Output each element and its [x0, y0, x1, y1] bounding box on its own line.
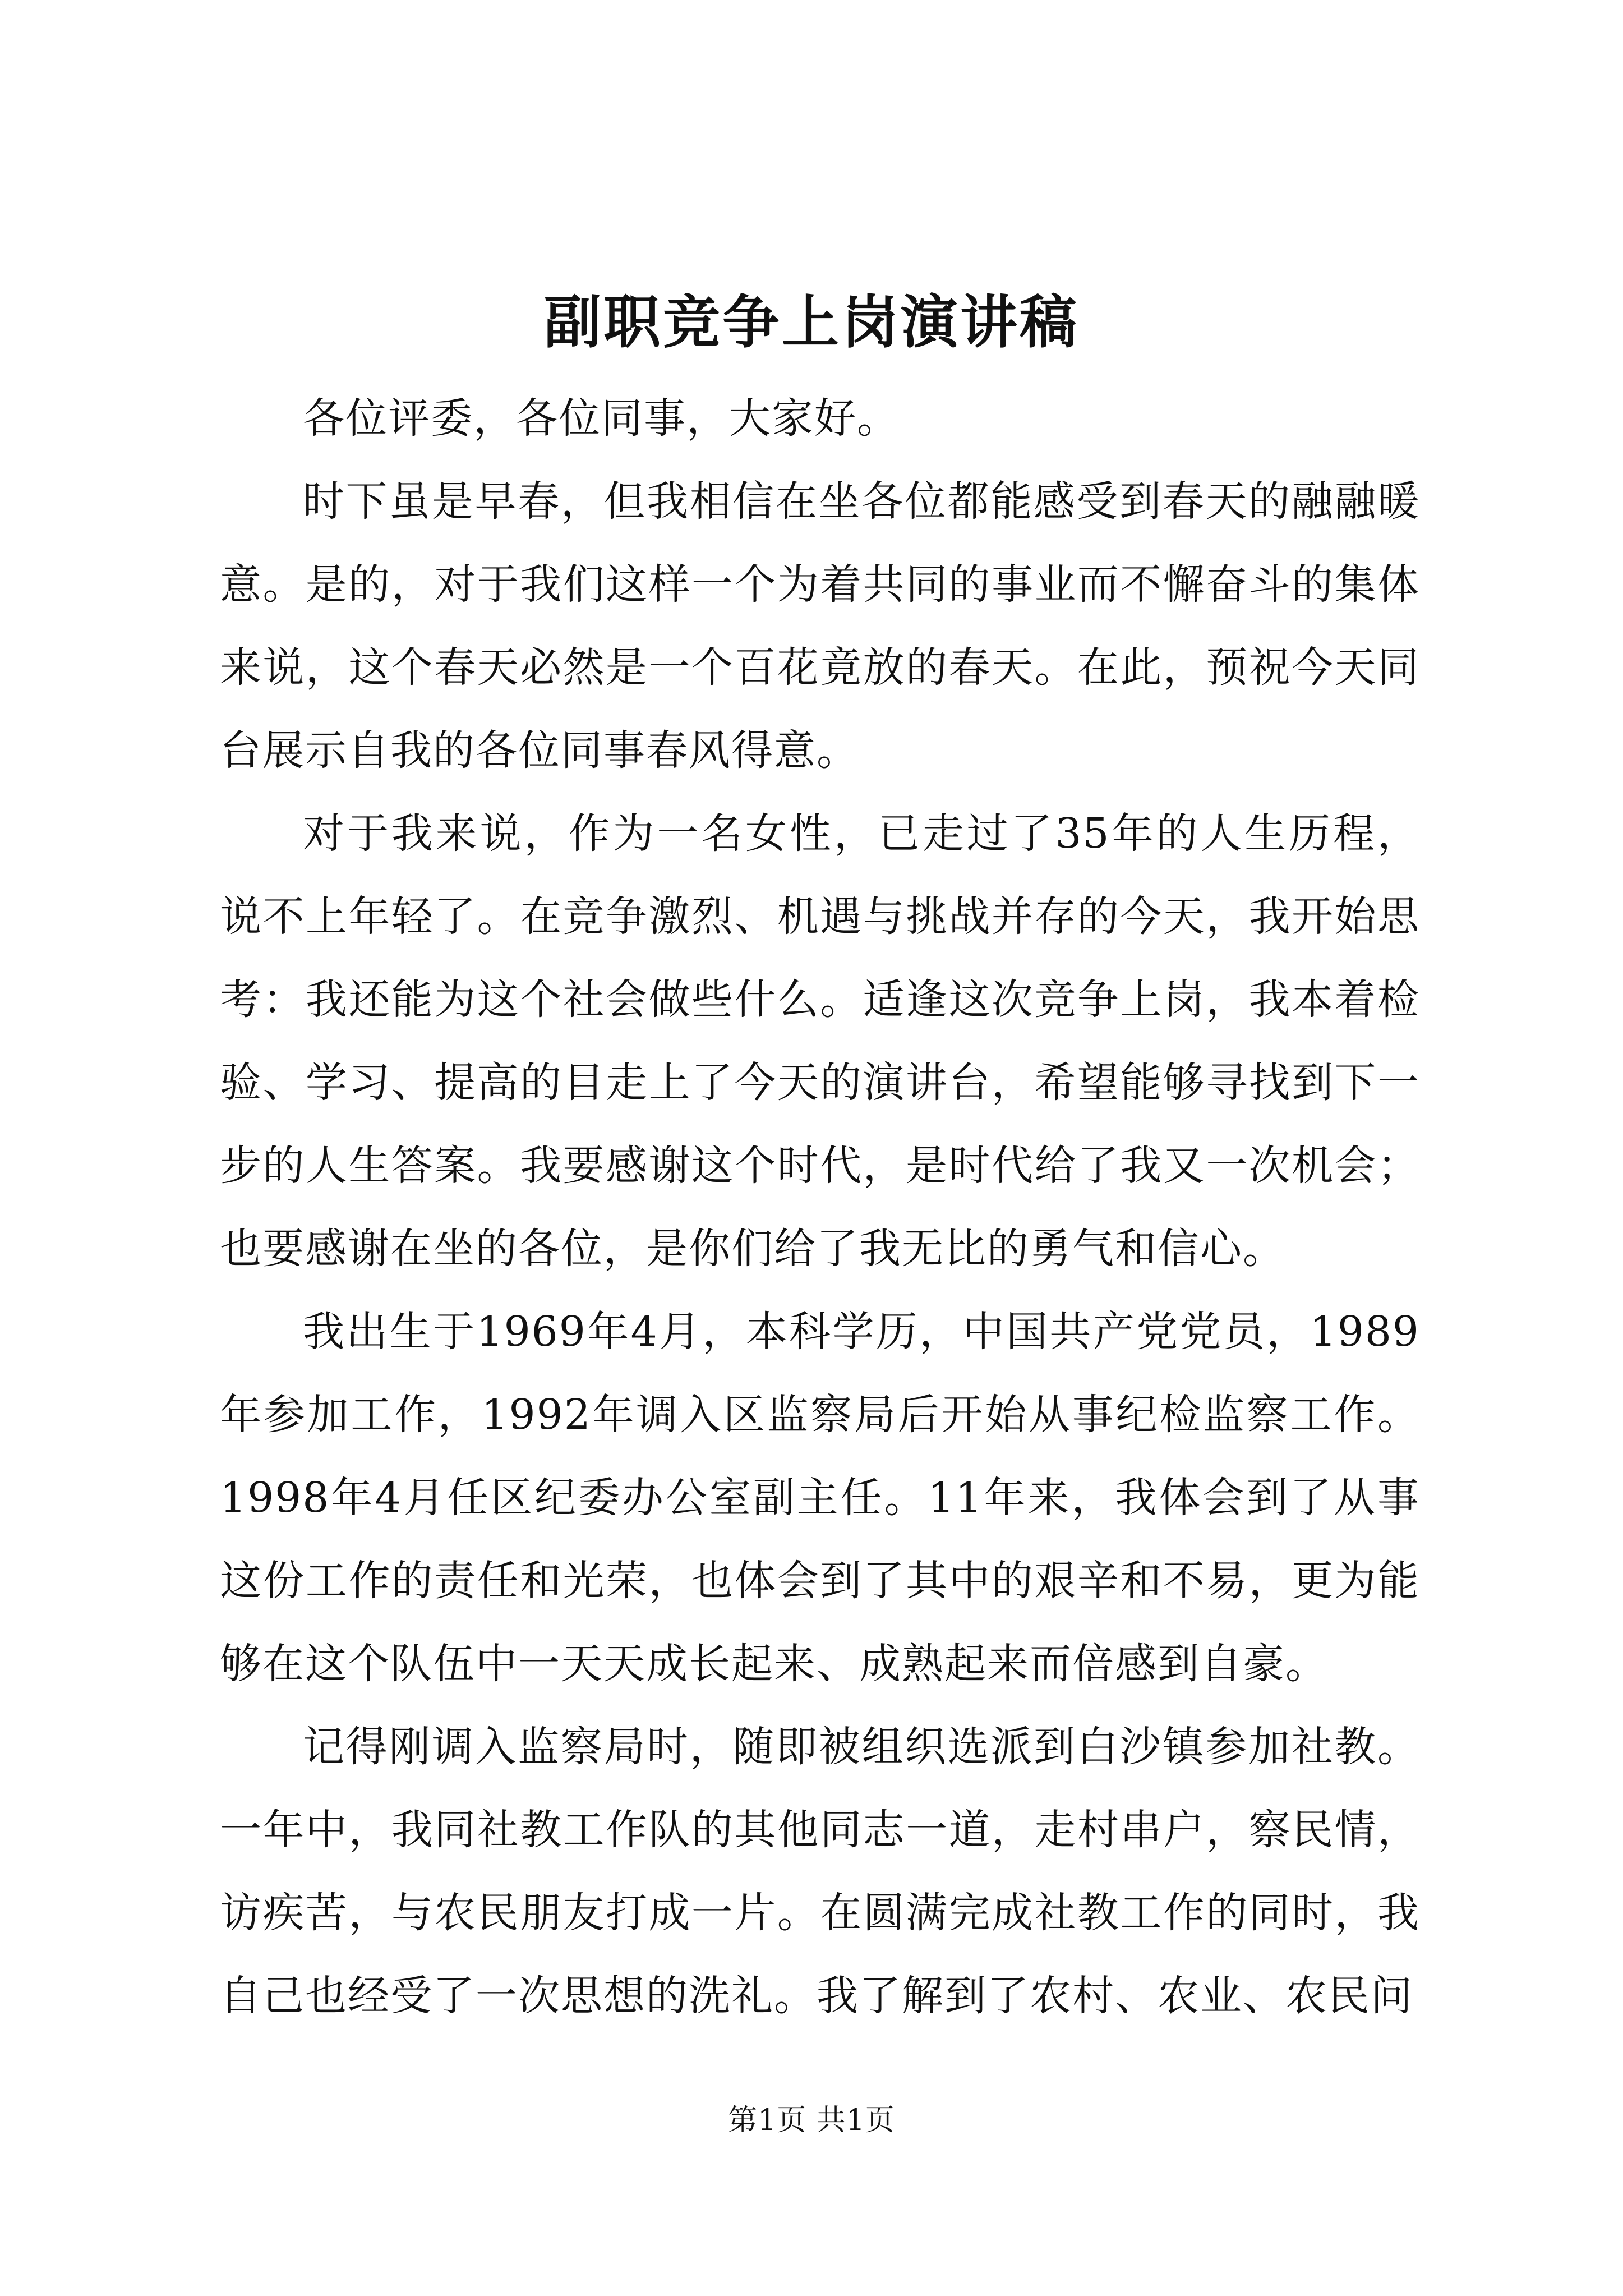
- paragraph-background: 我出生于1969年4月，本科学历，中国共产党党员，1989年参加工作，1992年调入区监察局后开始从事纪检监察工作。1998年4月任区纪委办公室副主任。11年来，我体会到了从事这份工作的责任和光荣，也体会到了其中的艰辛和不易，更为能够在这个队伍中一天天成长起来、成熟起来而倍感到自豪。: [220, 1308, 1420, 1688]
- document-title: 副职竞争上岗演讲稿: [544, 289, 1079, 356]
- page-footer: 第1页 共1页: [728, 2104, 895, 2137]
- document-body: [220, 377, 1420, 2037]
- paragraph-spring: 时下虽是早春，但我相信在坐各位都能感受到春天的融融暖意。是的，对于我们这样一个为着共同的事业而不懈奋斗的集体来说，这个春天必然是一个百花竟放的春天。在此，预祝今天同台展示自我的各位同事春风得意。: [220, 477, 1420, 775]
- paragraph-motivation: 对于我来说，作为一名女性，已走过了35年的人生历程，说不上年轻了。在竞争激烈、机遇与挑战并存的今天，我开始思考：我还能为这个社会做些什么。适逢这次竞争上岗，我本着检验、学习、提高的目走上了今天的演讲台，希望能够寻找到下一步的人生答案。我要感谢这个时代，是时代给了我又一次机会；也要感谢在坐的各位，是你们给了我无比的勇气和信心。: [220, 809, 1420, 1273]
- paragraph-greeting: 各位评委，各位同事，大家好。: [303, 394, 900, 443]
- paragraph-experience: 记得刚调入监察局时，随即被组织选派到白沙镇参加社教。一年中，我同社教工作队的其他同志一道，走村串户，察民情，访疾苦，与农民朋友打成一片。在圆满完成社教工作的同时，我自己也经受了一次思想的洗礼。我了解到了农村、农业、农民问: [220, 1723, 1420, 2020]
